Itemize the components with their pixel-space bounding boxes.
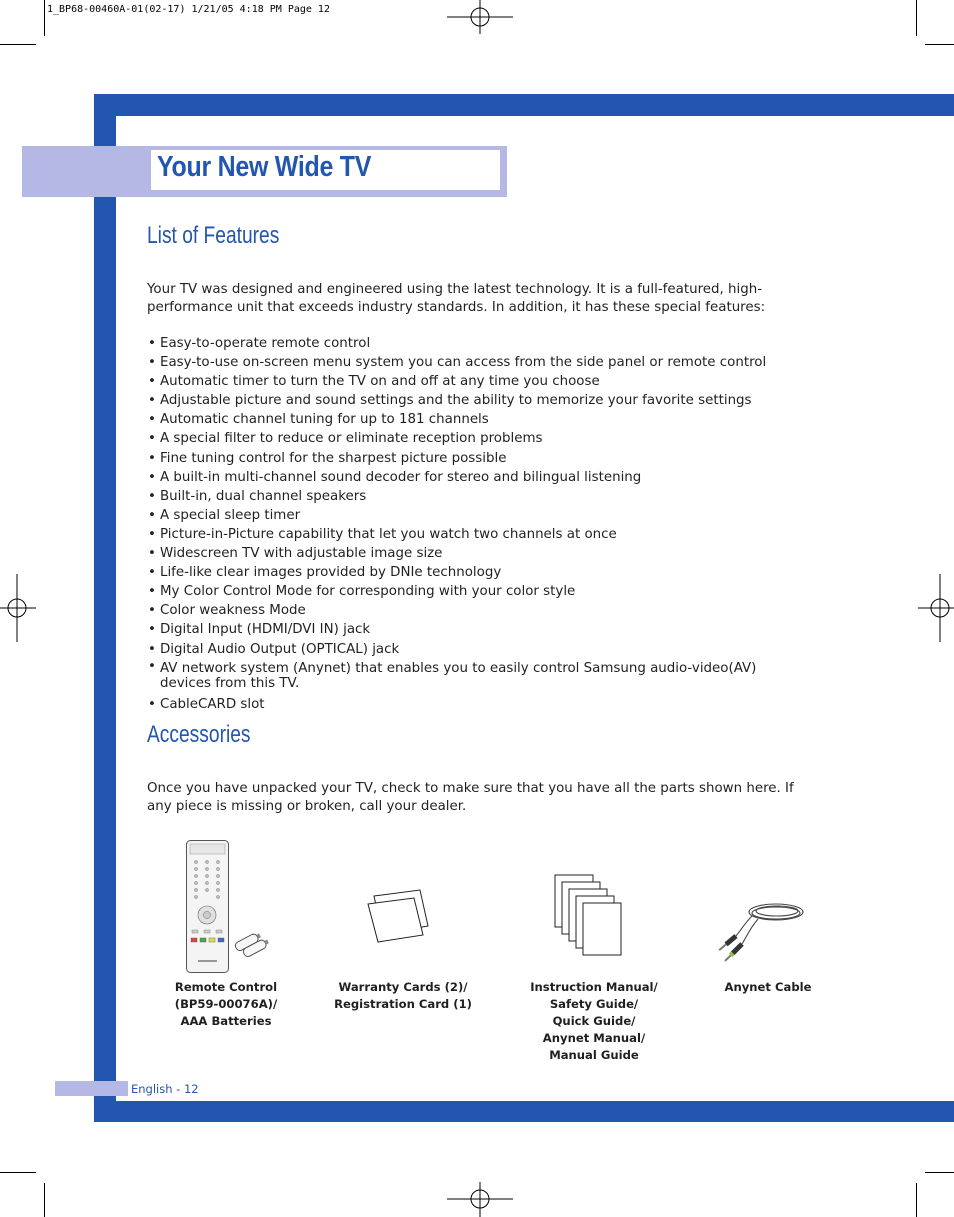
manuals-icon [552, 875, 624, 957]
page-title: Your New Wide TV [157, 151, 372, 183]
features-list [147, 334, 807, 714]
list-item: • Fine tuning control for the sharpest picture possible [147, 449, 807, 468]
list-item: • Digital Audio Output (OPTICAL) jack [147, 640, 807, 659]
list-item: • Life-like clear images provided by DNIe technology [147, 563, 807, 582]
print-header: 1_BP68-00460A-01(02-17) 1/21/05 4:18 PM Page 12 [47, 4, 330, 15]
page-frame-bottom [94, 1101, 954, 1122]
page-frame-left [94, 94, 116, 1122]
accessories-intro: Once you have unpacked your TV, check to make sure that you have all the parts shown here. If any piece is missing or broken, call your dealer. [147, 781, 794, 814]
list-item: • My Color Control Mode for corresponding with your color style [147, 582, 807, 601]
accessory-caption-manuals: Instruction Manual/ Safety Guide/ Quick Guide/ Anynet Manual/ Manual Guide [530, 980, 658, 1062]
warranty-cards-icon [368, 890, 432, 945]
list-item: • Easy-to-use on-screen menu system you can access from the side panel or remote control [147, 353, 807, 372]
page-frame-top [94, 94, 954, 116]
list-item: • AV network system (Anynet) that enables you to easily control Samsung audio-video(AV) devices from this TV. [147, 659, 807, 695]
list-item: • A built-in multi-channel sound decoder for stereo and bilingual listening [147, 468, 807, 487]
accessory-caption-warranty: Warranty Cards (2)/ Registration Card (1) [334, 980, 472, 1011]
list-item: • Built-in, dual channel speakers [147, 487, 807, 506]
accessories-heading: Accessories [147, 721, 251, 748]
list-item: • Automatic timer to turn the TV on and off at any time you choose [147, 372, 807, 391]
list-item: • Picture-in-Picture capability that let you watch two channels at once [147, 525, 807, 544]
list-item: • Color weakness Mode [147, 601, 807, 620]
list-item: • Digital Input (HDMI/DVI IN) jack [147, 620, 807, 639]
list-item: • A special filter to reduce or eliminate reception problems [147, 429, 807, 448]
features-heading: List of Features [147, 222, 280, 249]
list-item: • CableCARD slot [147, 695, 807, 714]
accessory-caption-cable: Anynet Cable [724, 980, 812, 994]
features-intro: Your TV was designed and engineered using the latest technology. It is a full-featured, high-performance unit that exceeds industry standards. In addition, it has these special features: [147, 282, 766, 315]
footer-band [55, 1081, 128, 1096]
list-item: • Adjustable picture and sound settings and the ability to memorize your favorite settings [147, 391, 807, 410]
list-item: • Easy-to-operate remote control [147, 334, 807, 353]
page-number: English - 12 [131, 1082, 199, 1096]
accessory-caption-remote: Remote Control (BP59-00076A)/ AAA Batteries [174, 980, 278, 1028]
list-item: • Automatic channel tuning for up to 181 channels [147, 410, 807, 429]
remote-control-icon [186, 840, 276, 974]
list-item: • Widescreen TV with adjustable image size [147, 544, 807, 563]
anynet-cable-icon [722, 896, 808, 960]
list-item: • A special sleep timer [147, 506, 807, 525]
